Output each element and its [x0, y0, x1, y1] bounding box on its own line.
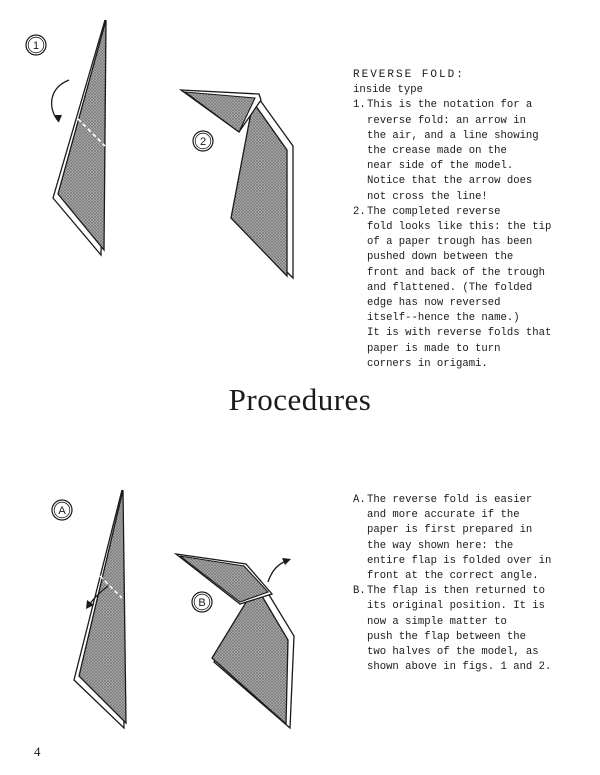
step-line: shown above in figs. 1 and 2. [367, 661, 552, 674]
step-item [353, 205, 588, 372]
figure-b-label: B [198, 597, 206, 609]
step-line: its original position. It is [367, 600, 546, 613]
step-line: paper is made to turn [367, 342, 501, 355]
figure-1-paper [53, 20, 106, 255]
step-line: entire flap is folded over in [367, 554, 552, 567]
figure-2-number-circle [193, 131, 213, 151]
figure-1-diagram [25, 18, 125, 258]
step-marker: 2. [353, 205, 366, 218]
step-line: the air, and a line showing [367, 129, 539, 142]
figure-a-letter-circle [52, 500, 72, 520]
procedures-description [353, 493, 593, 675]
figure-1-label: 1 [32, 40, 40, 52]
section-subtitle: inside type [353, 84, 423, 97]
step-line: not cross the line! [367, 190, 488, 203]
step-item [353, 584, 593, 675]
step-line: near side of the model. [367, 160, 514, 173]
page-heading: Procedures [228, 382, 372, 417]
figure-b-paper [176, 554, 294, 728]
bottom-steps-list [353, 493, 593, 675]
step-line: This is the notation for a [367, 99, 533, 112]
reverse-fold-description [353, 68, 588, 372]
step-line: the way shown here: the [367, 539, 514, 552]
step-line: fold looks like this: the tip [367, 221, 552, 234]
step-line: paper is first prepared in [367, 524, 533, 537]
step-line: front at the correct angle. [367, 570, 539, 583]
figure-1-number-circle [26, 35, 46, 55]
step-line: push the flap between the [367, 630, 526, 643]
step-line: and more accurate if the [367, 509, 520, 522]
step-item [353, 98, 588, 204]
figure-a-paper [74, 490, 126, 728]
step-line: two halves of the model, as [367, 646, 539, 659]
step-line: and flattened. (The folded [367, 281, 533, 294]
step-line: of a paper trough has been [367, 236, 533, 249]
step-line: itself--hence the name.) [367, 312, 520, 325]
figure-b-diagram [172, 552, 307, 732]
figure-a-label: A [58, 505, 66, 517]
figure-b-letter-circle [192, 592, 212, 612]
section-title: REVERSE FOLD: [353, 69, 465, 81]
step-item [353, 493, 593, 584]
top-steps-list [353, 98, 588, 372]
step-line: pushed down between the [367, 251, 514, 264]
step-line: corners in origami. [367, 357, 488, 370]
figure-2-label: 2 [199, 136, 207, 148]
step-line: edge has now reversed [367, 297, 501, 310]
step-line: front and back of the trough [367, 266, 546, 279]
page-number: 4 [34, 744, 41, 759]
step-line: Notice that the arrow does [367, 175, 533, 188]
step-line: The completed reverse [367, 205, 501, 218]
step-line: The flap is then returned to [367, 585, 546, 598]
figure-2-diagram [175, 88, 305, 288]
step-line: now a simple matter to [367, 615, 507, 628]
figure-2-paper [181, 90, 293, 278]
figure-a-diagram [50, 488, 150, 733]
step-marker: 1. [353, 99, 366, 112]
step-marker: B. [353, 585, 366, 598]
step-line: The reverse fold is easier [367, 494, 533, 506]
step-line: reverse fold: an arrow in [367, 114, 526, 127]
step-marker: A. [353, 494, 366, 506]
step-line: the crease made on the [367, 145, 507, 158]
step-line: It is with reverse folds that [367, 327, 552, 340]
